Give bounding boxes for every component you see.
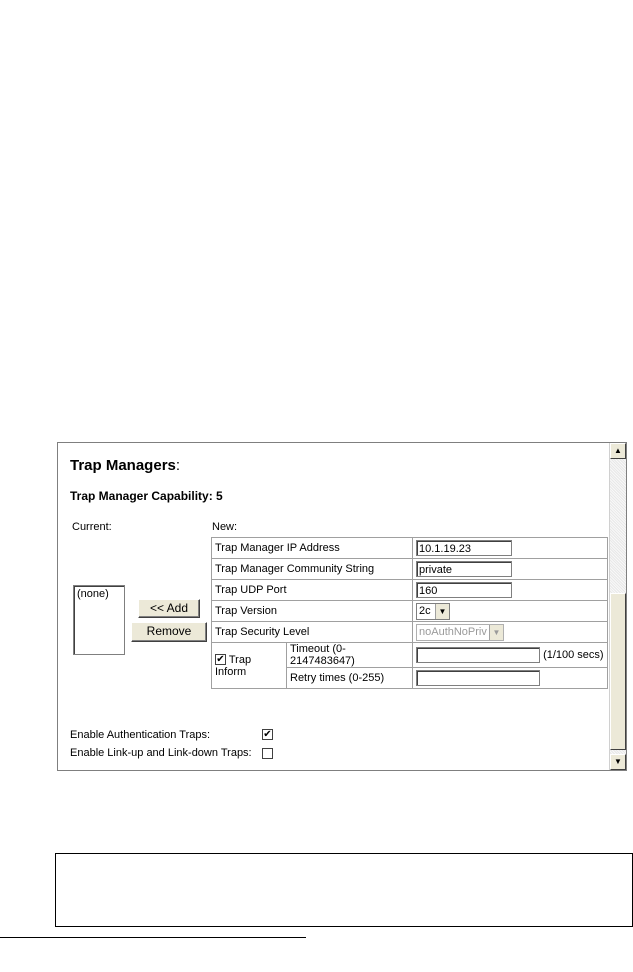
udp-port-input[interactable]: 160	[416, 582, 512, 598]
new-label: New:	[212, 521, 238, 533]
community-string-label: Trap Manager Community String	[212, 559, 413, 580]
security-level-label: Trap Security Level	[212, 622, 413, 643]
security-level-select	[416, 624, 504, 641]
vertical-scrollbar[interactable]	[609, 443, 626, 770]
auth-traps-label: Enable Authentication Traps:	[70, 729, 211, 741]
chevron-down-icon: ▼	[489, 625, 503, 640]
link-traps-label: Enable Link-up and Link-down Traps:	[70, 747, 252, 759]
timeout-unit: (1/100 secs)	[543, 648, 604, 661]
list-item[interactable]: (none)	[77, 588, 109, 600]
note-box	[55, 853, 633, 927]
timeout-input[interactable]	[416, 647, 540, 663]
timeout-label: Timeout (0-2147483647)	[287, 643, 413, 668]
retry-times-input[interactable]	[416, 670, 540, 686]
trap-version-select[interactable]	[416, 603, 450, 620]
trap-version-label: Trap Version	[212, 601, 413, 622]
ip-address-label: Trap Manager IP Address	[212, 538, 413, 559]
trap-version-value: 2c	[419, 604, 431, 617]
scroll-down-icon[interactable]: ▼	[610, 754, 626, 770]
auth-traps-checkbox[interactable]: ✔	[263, 729, 272, 740]
trap-inform-cell	[212, 643, 287, 689]
trap-manager-capability: Trap Manager Capability: 5	[70, 489, 223, 503]
chevron-down-icon: ▼	[435, 604, 449, 619]
retry-times-label: Retry times (0-255)	[287, 668, 413, 689]
add-button[interactable]: << Add	[138, 599, 200, 618]
current-label: Current:	[72, 521, 112, 533]
ip-address-input[interactable]: 10.1.19.23	[416, 540, 512, 556]
community-string-input[interactable]: private	[416, 561, 512, 577]
trap-inform-checkbox[interactable]: ✔	[216, 654, 225, 666]
link-traps-checkbox[interactable]	[262, 748, 273, 759]
trap-managers-panel	[57, 442, 627, 771]
udp-port-label: Trap UDP Port	[212, 580, 413, 601]
scroll-up-icon[interactable]: ▲	[610, 443, 626, 459]
new-trap-manager-form	[211, 537, 608, 689]
security-level-value: noAuthNoPriv	[419, 625, 487, 638]
footnote-rule	[0, 937, 306, 938]
page-title: Trap Managers:	[70, 457, 181, 474]
current-trap-managers-list[interactable]	[73, 585, 125, 655]
trap-inform-label: Trap Inform	[215, 653, 252, 678]
panel-content	[58, 443, 608, 770]
scrollbar-thumb[interactable]	[610, 593, 626, 750]
remove-button[interactable]: Remove	[131, 622, 207, 642]
